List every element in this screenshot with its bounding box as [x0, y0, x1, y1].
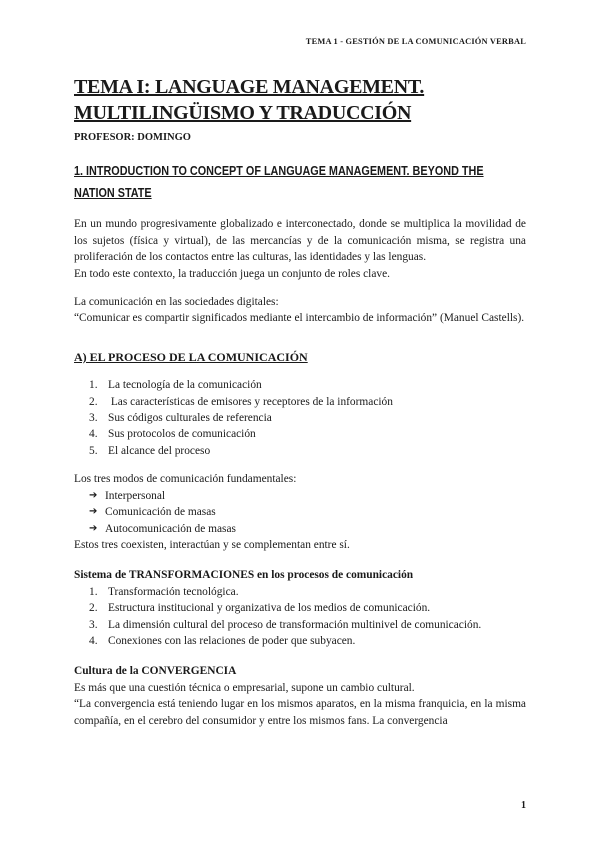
convergencia-quote: “La convergencia está teniendo lugar en los mismos aparatos, en la misma franquicia, en la misma compañía, en el cerebro del consumidor y entre los mismos fans. La convergencia [74, 698, 526, 727]
list-number: 3. [89, 412, 98, 425]
list-text: Sus protocolos de comunicación [108, 428, 256, 441]
list-text: Autocomunicación de masas [105, 522, 236, 535]
list-item [74, 377, 526, 393]
list-number: 4. [89, 428, 98, 441]
communication-modes-list [74, 488, 526, 537]
list-item [74, 521, 526, 537]
transformaciones-title: Sistema de TRANSFORMACIONES en los procesos de comunicación [74, 569, 414, 582]
list-text: Conexiones con las relaciones de poder que subyacen. [108, 634, 356, 647]
list-item [74, 426, 526, 442]
running-header: TEMA 1 - GESTIÓN DE LA COMUNICACIÓN VERBAL [305, 37, 526, 46]
list-item [74, 617, 526, 633]
title-line-2: MULTILINGÜISMO Y TRADUCCIÓN [74, 102, 412, 124]
list-item [74, 504, 526, 520]
list-text: La tecnología de la comunicación [108, 379, 262, 392]
convergencia-line-1: Es más que una cuestión técnica o empresarial, supone un cambio cultural. [74, 681, 415, 694]
list-text: Comunicación de masas [105, 506, 216, 519]
list-item [74, 584, 526, 600]
modes-outro: Estos tres coexisten, interactúan y se complementan entre sí. [74, 538, 350, 551]
list-number: 2. [89, 602, 98, 615]
list-text: La dimensión cultural del proceso de transformación multinivel de comunicación. [108, 618, 482, 631]
list-item [74, 394, 526, 410]
list-number: 1. [89, 585, 98, 598]
list-item [74, 410, 526, 426]
arrow-icon: ➔ [89, 489, 98, 501]
teacher-name: PROFESOR: DOMINGO [74, 132, 191, 143]
page-content [74, 74, 526, 729]
list-text: Las características de emisores y receptores de la información [108, 395, 393, 408]
list-text: Transformación tecnológica. [108, 585, 239, 598]
title-line-1: TEMA I: LANGUAGE MANAGEMENT. [74, 76, 425, 98]
intro-paragraph: En un mundo progresivamente globalizado e interconectado, donde se multiplica la movilidad de los sujetos (física y virtual), de las mercancías y de la comunicación misma, se registra una proliferación de los contactos entre las culturas, las identidades y las lenguas. [74, 218, 526, 264]
document-title [74, 74, 526, 126]
intro-line-2: En todo este contexto, la traducción juega un conjunto de roles clave. [74, 267, 390, 280]
list-text: Interpersonal [105, 489, 166, 502]
modes-intro: Los tres modos de comunicación fundamentales: [74, 473, 297, 486]
transformaciones-list [74, 584, 526, 650]
subsection-a-title: A) EL PROCESO DE LA COMUNICACIÓN [74, 349, 308, 364]
list-number: 5. [89, 444, 98, 457]
digital-societies-line: La comunicación en las sociedades digitales: [74, 296, 279, 309]
section-1-title: 1. INTRODUCTION TO CONCEPT OF LANGUAGE MANAGEMENT. BEYOND THE NATION STATE [74, 164, 484, 201]
list-number: 1. [89, 379, 98, 392]
list-item [74, 488, 526, 504]
list-text: Estructura institucional y organizativa de los medios de comunicación. [108, 602, 431, 615]
page-number: 1 [521, 800, 526, 811]
list-item [74, 633, 526, 649]
list-number: 3. [89, 618, 98, 631]
list-number: 4. [89, 634, 98, 647]
list-item [74, 600, 526, 616]
list-item [74, 443, 526, 459]
communication-process-list [74, 377, 526, 459]
list-number: 2. [89, 395, 98, 408]
arrow-icon: ➔ [89, 522, 98, 534]
list-text: El alcance del proceso [108, 444, 211, 457]
list-text: Sus códigos culturales de referencia [108, 412, 272, 425]
castells-quote: “Comunicar es compartir significados mediante el intercambio de información” (Manuel Castells). [74, 312, 525, 325]
convergencia-title: Cultura de la CONVERGENCIA [74, 665, 237, 678]
arrow-icon: ➔ [89, 506, 98, 518]
